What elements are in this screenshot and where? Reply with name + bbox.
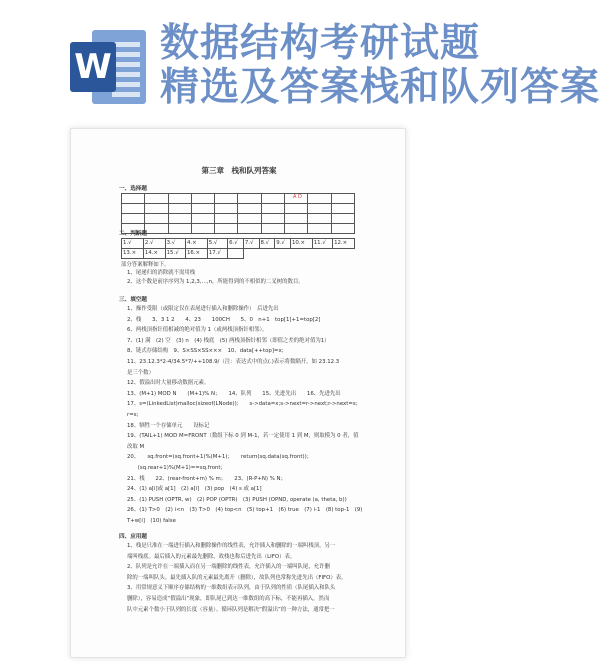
fill-answer-line: 改取 M xyxy=(127,443,145,450)
banner-title-line2: 精选及答案栈和队列答案 xyxy=(160,65,600,110)
fill-answer-line: 是三个数） xyxy=(127,369,154,376)
section-application-heading: 四、应用题 xyxy=(119,534,147,540)
fill-answer-line: 13、(M+1) MOD N (M+1)% N； 14、队列 15、先进先出 16、先进先出 xyxy=(127,390,341,397)
fill-answer-line: 6、两栈顶指针值相减的绝对值为 1（或两栈顶指针相邻）。 xyxy=(127,327,268,334)
table-row xyxy=(122,214,355,224)
table-cell: 8.√ xyxy=(259,239,275,249)
judge-note: 部分答案解释如下。 xyxy=(121,262,170,268)
word-icon-letter: W xyxy=(70,42,116,92)
table-row xyxy=(122,224,355,234)
fill-answer-line: 26、(1) T>0 (2) i<n (3) T>0 (4) top<n (5) top+1 (6) true (7) i-1 (8) top-1 (9) xyxy=(127,507,363,514)
application-answer-line: 除的一端叫队头。最先插入队的元素最先离开（删除），故队列也常称先进先出（FIFO）表。 xyxy=(127,574,347,581)
application-answer-line: 1、栈是只准在一端进行插入和删除操作的线性表，允许插入和删除的一端叫栈顶，另一 xyxy=(127,543,336,549)
table-cell: 3.√ xyxy=(165,239,185,249)
table-row xyxy=(122,204,355,214)
table-cell: 16.× xyxy=(185,249,207,259)
fill-answer-line: 17、s=(LinkedList)malloc(sizeof(LNode)); s->data=x;s->next=r->next;r->next=s; xyxy=(127,401,358,408)
table-cell: 5.√ xyxy=(207,239,227,249)
fill-answer-line: 2、栈 3、3 1 2 4、23 100CH 5、0 n+1 top[1]+1=top[2] xyxy=(127,316,321,323)
fill-answer-line: (sq.rear+1)%(M+1)==sq.front； xyxy=(127,465,226,471)
table-row xyxy=(122,249,355,259)
fill-answer-line: T+w[i] (10) false xyxy=(127,518,176,524)
table-row xyxy=(122,194,355,204)
banner-title-line1: 数据结构考研试题 xyxy=(160,21,481,66)
table-cell: 1.√ xyxy=(122,239,144,249)
table-cell: 12.× xyxy=(333,239,355,249)
judge-explanation-line: 2、这个数是前序序列为 1,2,3,…,n，所能得到的不相似的二叉树的数目。 xyxy=(127,278,304,285)
fill-answer-line: 21、栈 22、(rear-front+m) % m； 23、(R-P+N) % N； xyxy=(127,475,286,482)
judge-explanation-line: 1、尾递归的消除就不需用栈 xyxy=(127,270,196,276)
fill-answer-line: 25、(1) PUSH (OPTR, w) (2) POP (OPTR) (3) PUSH (OPND, operate (a, theta, b)) xyxy=(127,496,347,503)
table-cell: 10.× xyxy=(290,239,312,249)
judge-answer-table xyxy=(121,238,355,259)
fill-answer-line: 20、 sq.front=(sq.front+1)%(M+1)； return(sq.data(sq.front))； xyxy=(127,454,313,461)
section-choice-heading: 一、选择题 xyxy=(119,186,147,192)
table-cell: 14.× xyxy=(143,249,165,259)
table-cell: 9.√ xyxy=(275,239,291,249)
fill-answer-line: r=s; xyxy=(127,412,139,418)
table-row xyxy=(122,239,355,249)
fill-answer-line: 11、23.12.3*2-4/34.5*7/++108.9/（注：表达式中的点(.)表示将数隔开，如 23.12.3 xyxy=(127,359,340,365)
table-cell: 4.× xyxy=(185,239,207,249)
table-cell: 11.√ xyxy=(312,239,332,249)
section-judge-heading: 二、判断题 xyxy=(119,231,147,237)
choice-answer-table xyxy=(121,193,355,234)
section-fill-heading: 三、填空题 xyxy=(119,297,147,303)
fill-answer-line: 7、(1) 满 (2) 空 (3) n (4) 栈底 (5) 两栈顶指针相邻（即值之差的绝对值为1） xyxy=(127,337,330,344)
table-cell: 17.√ xyxy=(207,249,227,259)
table-cell: 7.√ xyxy=(243,239,259,249)
document-title: 第三章 栈和队列答案 xyxy=(201,166,277,175)
fill-answer-line: 19、(TAIL+1) MOD M=FRONT（数组下标 0 到 M-1，若一定使用 1 到 M，则取模为 0 者，值 xyxy=(127,433,359,440)
application-answer-line: 端叫栈底。最后插入的元素最先删除，故栈也称后进先出（LIFO）表。 xyxy=(127,553,296,560)
fill-answer-line: 1、操作受限（或限定仅在表尾进行插入和删除操作） 后进先出 xyxy=(127,306,279,312)
fill-answer-line: 8、链式存储结构 9、S×SS×SS××× 10、data[++top]=x; xyxy=(127,348,284,355)
fill-answer-line: 12、假溢出时大量移动数据元素。 xyxy=(127,380,210,387)
fill-answer-line: 18、牺牲一个存储单元 设标记 xyxy=(127,422,210,429)
application-answer-line: 2、队列是允许在一端插入而在另一端删除的线性表，允许插入的一端叫队尾，允许删 xyxy=(127,564,330,571)
word-document-icon xyxy=(70,30,146,104)
fill-answer-line: 24、(1) a[i]或 a[1] (2) a[i] (3) pop (4) s 或 a[1] xyxy=(127,486,262,493)
table-cell: 15.√ xyxy=(165,249,185,259)
table-cell: 13.× xyxy=(122,249,144,259)
application-answer-line: 删除），容易造成“假溢出”现象，即队尾已到达一维数组的高下标，不能再插入，然而 xyxy=(127,596,330,602)
application-answer-line: 队中元素个数小于队列的长度（容量）。循环队列是解决“假溢出”的一种方法，通常把一 xyxy=(127,606,335,613)
table-cell: 6.√ xyxy=(228,239,244,249)
table-cell: 2.√ xyxy=(143,239,165,249)
document-page xyxy=(70,128,406,658)
banner xyxy=(0,0,600,130)
application-answer-line: 3、用常规意义下顺序存储结构的一维数组表示队列，由于队列的性质（队尾插入和队头 xyxy=(127,585,336,592)
table-cell xyxy=(228,249,244,259)
red-mark: A D xyxy=(293,194,302,200)
